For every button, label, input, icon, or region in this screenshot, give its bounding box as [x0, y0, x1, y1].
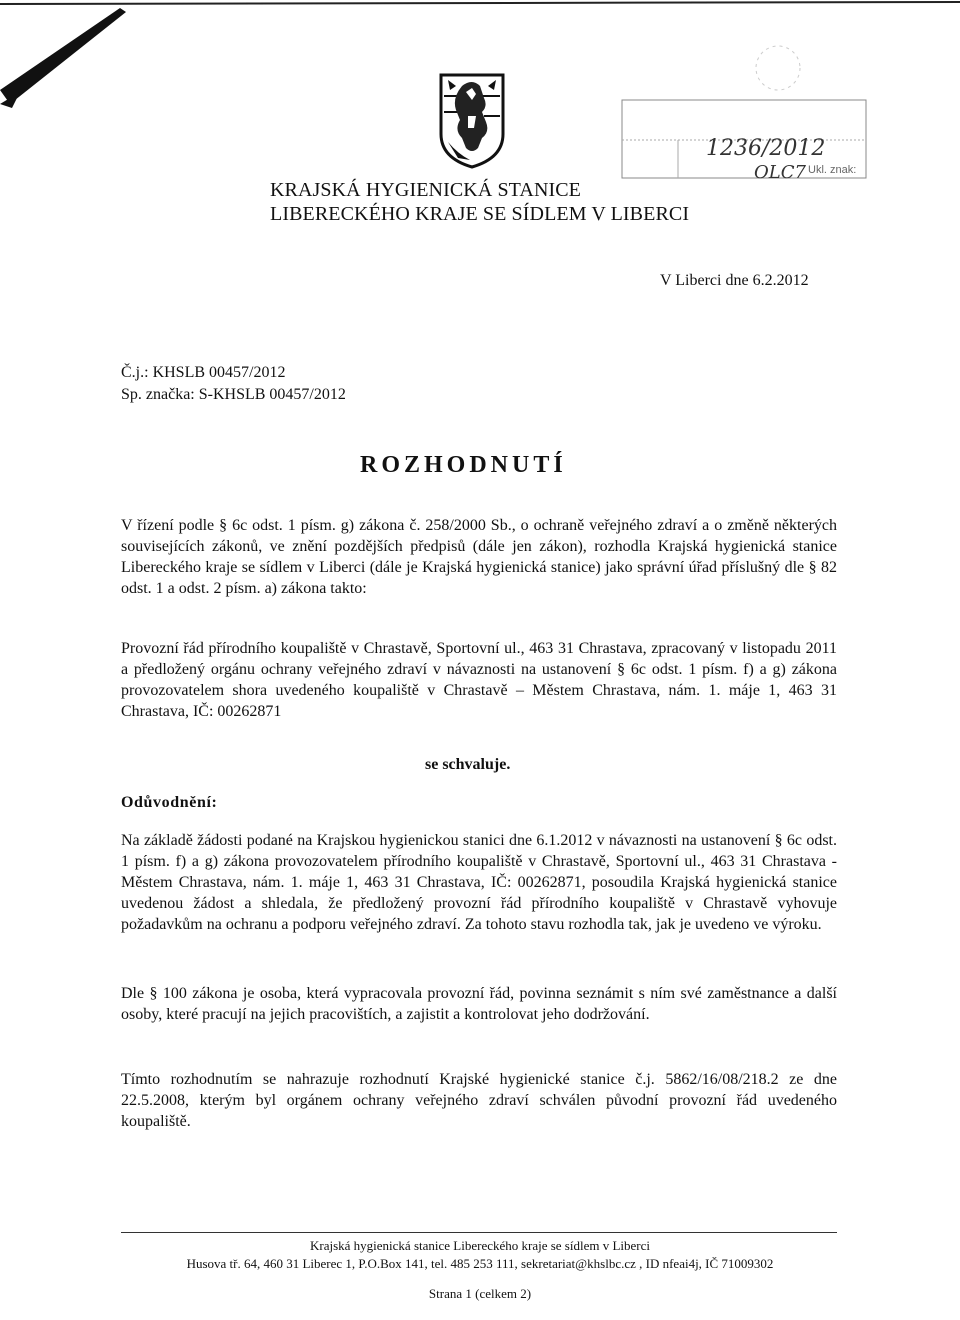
decision-paragraph: Provozní řád přírodního koupaliště v Chrastavě, Sportovní ul., 463 31 Chrastava, zpracovaný v listopadu 2011 a předložený orgánu ochrany veřejného zdraví v návaznosti na ustanovení § 6c odst. 1 písm. f) a g) zákona provozovatelem shora uvedeného koupaliště v Chrastavě – Městem Chrastava, nám. 1. máje 1, 463 31 Chrastava, IČ: 00262871 — [121, 640, 837, 720]
authority-name-line2: LIBERECKÉHO KRAJE SE SÍDLEM V LIBERCI — [270, 203, 690, 225]
footer-authority: Krajská hygienická stanice Libereckého kraje se sídlem v Liberci — [309, 1238, 651, 1253]
reference-cj: Č.j.: KHSLB 00457/2012 — [121, 364, 286, 381]
reference-block — [121, 362, 346, 406]
authority-name-line1: KRAJSKÁ HYGIENICKÁ STANICE — [270, 179, 581, 201]
stamp-handwritten-code: OLC7 — [754, 162, 806, 183]
footer-divider — [121, 1232, 837, 1233]
stamp-label: Ukl. znak: — [808, 164, 857, 176]
scan-edge-artifact — [0, 0, 960, 10]
coat-of-arms-emblem — [438, 72, 506, 170]
date-line: V Liberci dne 6.2.2012 — [660, 272, 809, 289]
footer-contact: Husova tř. 64, 460 31 Liberec 1, P.O.Box 141, tel. 485 253 111, sekretariat@khslbc.cz , ID nfeai4j, IČ 71009302 — [186, 1256, 774, 1271]
approval-statement: se schvaluje. — [425, 756, 511, 773]
reasoning-paragraph: Na základě žádosti podané na Krajskou hygienickou stanici dne 6.1.2012 v návaznosti na ustanovení § 6c odst. 1 písm. f) a g) zákona provozovatelem přírodního koupaliště v Chrastavě, Sportovní ul., 463 31 Chrastava - Městem Chrastava, nám. 1. máje 1, 463 31 Chrastava, IČ: 00262871, posoudila Krajská hygienická stanice uvedenou žádost a shledala, že předložený provozní řád přírodního koupaliště v Chrastavě vyhovuje požadavkům na ochranu a podporu veřejného zdraví. Za tohoto stavu rozhodla tak, jak je uvedeno ve výroku. — [121, 832, 837, 933]
reasoning-paragraph: Dle § 100 zákona je osoba, která vypracovala provozní řád, povinna seznámit s ním své zaměstnance a další osoby, které pracují na jejich pracovištích, a zajistit a kontrolovat jeho dodržování. — [121, 985, 837, 1023]
document-title: ROZHODNUTÍ — [360, 452, 567, 478]
scan-corner-artifact — [0, 0, 130, 110]
received-stamp — [618, 40, 870, 182]
reasoning-heading: Odůvodnění: — [121, 794, 218, 811]
authority-header — [270, 178, 690, 226]
reasoning-paragraph: Tímto rozhodnutím se nahrazuje rozhodnutí Krajské hygienické stanice č.j. 5862/16/08/218.2 ze dne 22.5.2008, kterým byl orgánem ochrany veřejného zdraví schválen původní provozní řád uvedeného koupaliště. — [121, 1071, 837, 1130]
stamp-handwritten-number: 1236/2012 — [706, 136, 826, 161]
intro-paragraph: V řízení podle § 6c odst. 1 písm. g) zákona č. 258/2000 Sb., o ochraně veřejného zdraví a o změně některých souvisejících zákonů, ve znění pozdějších předpisů (dále jen zákon), rozhodla Krajská hygienická stanice Libereckého kraje se sídlem v Liberci (dále je Krajská hygienická stanice) jako správní úřad příslušný dle § 82 odst. 1 a odst. 2 písm. a) zákona takto: — [121, 517, 837, 597]
reference-sp-znacka: Sp. značka: S-KHSLB 00457/2012 — [121, 386, 346, 403]
page-number: Strana 1 (celkem 2) — [428, 1286, 532, 1301]
